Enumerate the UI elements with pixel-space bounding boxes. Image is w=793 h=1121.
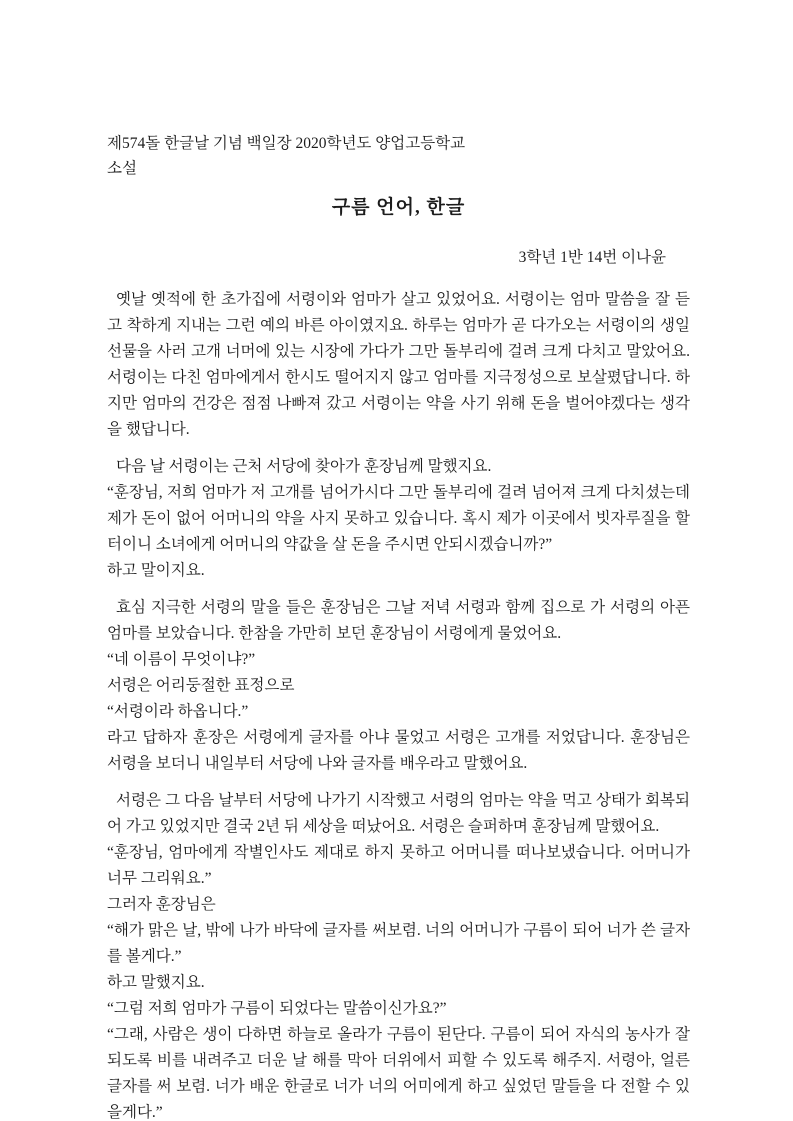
contest-header: 제574돌 한글날 기념 백일장 2020학년도 양업고등학교 xyxy=(107,135,466,152)
story-line: 그러자 훈장님은 xyxy=(107,896,216,913)
story-line: “그래, 사람은 생이 다하면 하늘로 올라가 구름이 된단다. 구름이 되어 자식의 농사가 잘 되도록 비를 내려주고 더운 날 해를 막아 더위에서 피할 수 있도록 해주지. 서령아, 얼른 글자를 써 보렴. 너가 배운 한글로 너가 너의 어미에게 하고 싶었던 말들을 다 전할 수 있을게다.” xyxy=(107,1026,690,1121)
story-paragraph xyxy=(107,595,690,777)
story-line: 하고 말이지요. xyxy=(107,562,205,579)
document-content xyxy=(107,131,690,1121)
story-paragraph xyxy=(107,287,690,443)
author-byline: 3학년 1반 14번 이나윤 xyxy=(518,249,666,266)
story-line: “훈장님, 저희 엄마가 저 고개를 넘어가시다 그만 돌부리에 걸려 넘어져 크게 다치셨는데 제가 돈이 없어 어머니의 약을 사지 못하고 있습니다. 혹시 제가 이곳에서 빗자루질을 할 터이니 소녀에게 어머니의 약값을 살 돈을 주시면 안되시겠습니까?” xyxy=(107,484,690,553)
story-line: “해가 맑은 날, 밖에 나가 바닥에 글자를 써보렴. 너의 어머니가 구름이 되어 너가 쓴 글자를 볼게다.” xyxy=(107,922,690,965)
story-line: 다음 날 서령이는 근처 서당에 찾아가 훈장님께 말했지요. xyxy=(116,458,492,475)
story-line: 효심 지극한 서령의 말을 들은 훈장님은 그날 저녁 서령과 함께 집으로 가 서령의 아픈 엄마를 보았습니다. 한참을 가만히 보던 훈장님이 서령에게 물었어요. xyxy=(107,599,690,642)
story-line: 옛날 옛적에 한 초가집에 서령이와 엄마가 살고 있었어요. 서령이는 엄마 말씀을 잘 듣고 착하게 지내는 그런 예의 바른 아이였지요. 하루는 엄마가 곧 다가오는 서령이의 생일 선물을 사러 고개 너머에 있는 시장에 가다가 그만 돌부리에 걸려 크게 다치고 말았어요. 서령이는 다친 엄마에게서 한시도 떨어지지 않고 엄마를 지극정성으로 보살폈답니다. 하지만 엄마의 건강은 점점 나빠져 갔고 서령이는 약을 사기 위해 돈을 벌어야겠다는 생각을 했답니다. xyxy=(107,291,690,438)
story-line: 서령은 어리둥절한 표정으로 xyxy=(107,677,295,694)
story-paragraph xyxy=(107,788,690,1121)
story-line: “서령이라 하옵니다.” xyxy=(107,703,249,720)
genre-label: 소설 xyxy=(107,160,137,177)
story-line: “그럼 저희 엄마가 구름이 되었다는 말씀이신가요?” xyxy=(107,1000,447,1017)
story-body xyxy=(107,287,690,1121)
story-line: 하고 말했지요. xyxy=(107,974,205,991)
story-paragraph xyxy=(107,454,690,584)
story-line: “훈장님, 엄마에게 작별인사도 제대로 하지 못하고 어머니를 떠나보냈습니다. 어머니가 너무 그리워요.” xyxy=(107,844,690,887)
story-line: “네 이름이 무엇이냐?” xyxy=(107,651,256,668)
story-line: 라고 답하자 훈장은 서령에게 글자를 아냐 물었고 서령은 고개를 저었답니다. 훈장님은 서령을 보더니 내일부터 서당에 나와 글자를 배우라고 말했어요. xyxy=(107,729,690,772)
story-line: 서령은 그 다음 날부터 서당에 나가기 시작했고 서령의 엄마는 약을 먹고 상태가 회복되어 가고 있었지만 결국 2년 뒤 세상을 떠났어요. 서령은 슬퍼하며 훈장님께 말했어요. xyxy=(107,792,690,835)
story-title: 구름 언어, 한글 xyxy=(331,197,466,218)
